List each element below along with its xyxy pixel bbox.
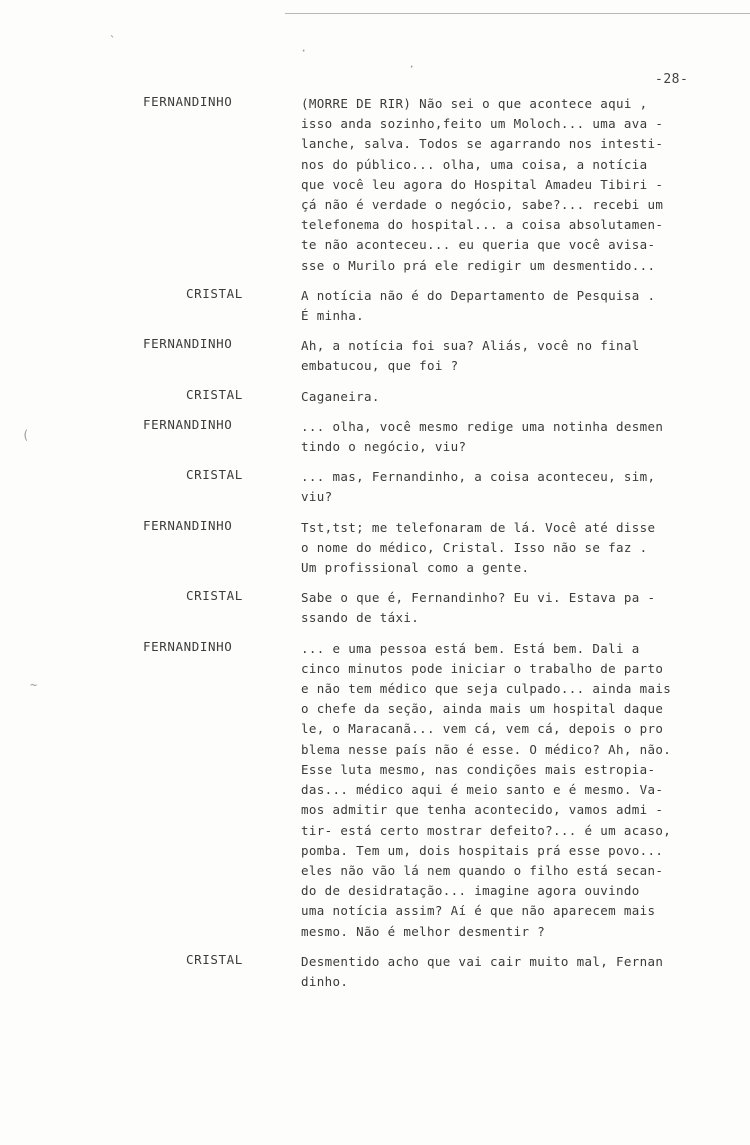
speech-line: eles não vão lá nem quando o filho está secan-	[301, 862, 664, 878]
scan-speck: ~	[30, 678, 38, 692]
dialogue-block	[0, 952, 750, 992]
top-edge-rule	[285, 13, 750, 14]
dialogue-block	[0, 467, 750, 507]
speech-line: Caganeira.	[301, 388, 380, 404]
speech-text	[301, 417, 739, 457]
speech-text	[301, 286, 739, 326]
speech-line: çá não é verdade o negócio, sabe?... recebi um	[301, 197, 664, 213]
speech-line: Um profissional como a gente.	[301, 560, 530, 576]
speech-line: e não tem médico que seja culpado... ainda mais	[301, 681, 672, 697]
speaker-name: CRISTAL	[186, 588, 243, 604]
speech-line: tindo o negócio, viu?	[301, 439, 467, 455]
speech-line: le, o Maracanã... vem cá, vem cá, depois o pro	[301, 721, 664, 737]
speech-text	[301, 94, 739, 276]
speech-line: nos do público... olha, uma coisa, a notícia	[301, 156, 648, 172]
speech-text	[301, 518, 739, 579]
speech-line: Esse luta mesmo, nas condições mais estropia-	[301, 761, 656, 777]
speech-line: Ah, a notícia foi sua? Aliás, você no final	[301, 338, 640, 354]
speech-line: tir- está certo mostrar defeito?... é um acaso,	[301, 822, 672, 838]
speech-line: dinho.	[301, 973, 349, 989]
speech-line: das... médico aqui é meio santo e é mesmo. Va-	[301, 782, 664, 798]
speech-line: te não aconteceu... eu queria que você avisa-	[301, 237, 656, 253]
speech-line: Tst,tst; me telefonaram de lá. Você até disse	[301, 519, 656, 535]
speech-line: o chefe da seção, ainda mais um hospital daque	[301, 701, 664, 717]
page-number: -28-	[655, 72, 689, 87]
speech-line: que você leu agora do Hospital Amadeu Tibiri -	[301, 176, 664, 192]
speech-line: É minha.	[301, 308, 365, 324]
speech-text	[301, 336, 739, 376]
speech-text	[301, 952, 739, 992]
speech-line: mos admitir que tenha acontecido, vamos admi -	[301, 802, 664, 818]
dialogue-block	[0, 639, 750, 942]
dialogue-block	[0, 588, 750, 628]
scan-speck: ·	[408, 60, 416, 74]
speech-line: Sabe o que é, Fernandinho? Eu vi. Estava pa -	[301, 590, 656, 606]
speech-text	[301, 387, 739, 407]
speech-line: Desmentido acho que vai cair muito mal, Fernan	[301, 953, 664, 969]
speaker-name: FERNANDINHO	[143, 416, 233, 432]
speaker-name: CRISTAL	[186, 386, 243, 402]
dialogue-block	[0, 387, 750, 407]
speech-line: ssando de táxi.	[301, 610, 420, 626]
speaker-name: FERNANDINHO	[143, 336, 233, 352]
speech-line: pomba. Tem um, dois hospitais prá esse povo...	[301, 842, 664, 858]
speech-line: viu?	[301, 489, 333, 505]
speech-line: do de desidratação... imagine agora ouvindo	[301, 883, 640, 899]
speaker-name: CRISTAL	[186, 467, 243, 483]
dialogue-block	[0, 286, 750, 326]
speech-line: embatucou, que foi ?	[301, 358, 459, 374]
speech-line: o nome do médico, Cristal. Isso não se faz .	[301, 539, 648, 555]
speech-line: lanche, salva. Todos se agarrando nos intesti-	[301, 136, 664, 152]
speech-text	[301, 467, 739, 507]
speech-text	[301, 588, 739, 628]
speech-line: telefonema do hospital... a coisa absolutamen-	[301, 217, 664, 233]
dialogue-list	[0, 94, 750, 1002]
speech-line: A notícia não é do Departamento de Pesquisa .	[301, 287, 656, 303]
speech-line: sse o Murilo prá ele redigir um desmentido...	[301, 257, 656, 273]
speech-line: ... mas, Fernandinho, a coisa aconteceu, sim,	[301, 469, 656, 485]
speech-line: blema nesse país não é esse. O médico? Ah, não.	[301, 741, 672, 757]
speech-line: mesmo. Não é melhor desmentir ?	[301, 923, 546, 939]
scan-speck: ·	[300, 44, 308, 58]
speech-text	[301, 639, 739, 942]
dialogue-block	[0, 518, 750, 579]
speech-line: ... e uma pessoa está bem. Está bem. Dali a	[301, 640, 640, 656]
speaker-name: FERNANDINHO	[143, 638, 233, 654]
scan-speck: (	[22, 428, 30, 442]
dialogue-block	[0, 417, 750, 457]
dialogue-block	[0, 336, 750, 376]
speech-line: isso anda sozinho,feito um Moloch... uma ava -	[301, 116, 664, 132]
speech-line: cinco minutos pode iniciar o trabalho de parto	[301, 660, 664, 676]
speaker-name: FERNANDINHO	[143, 517, 233, 533]
dialogue-block	[0, 94, 750, 276]
speech-line: uma notícia assim? Aí é que não aparecem mais	[301, 903, 656, 919]
speech-line: ... olha, você mesmo redige uma notinha desmen	[301, 418, 664, 434]
speaker-name: FERNANDINHO	[143, 94, 233, 109]
speech-line: (MORRE DE RIR) Não sei o que acontece aqui ,	[301, 96, 648, 111]
scan-speck: `	[109, 34, 117, 48]
speaker-name: CRISTAL	[186, 285, 243, 301]
speaker-name: CRISTAL	[186, 951, 243, 967]
